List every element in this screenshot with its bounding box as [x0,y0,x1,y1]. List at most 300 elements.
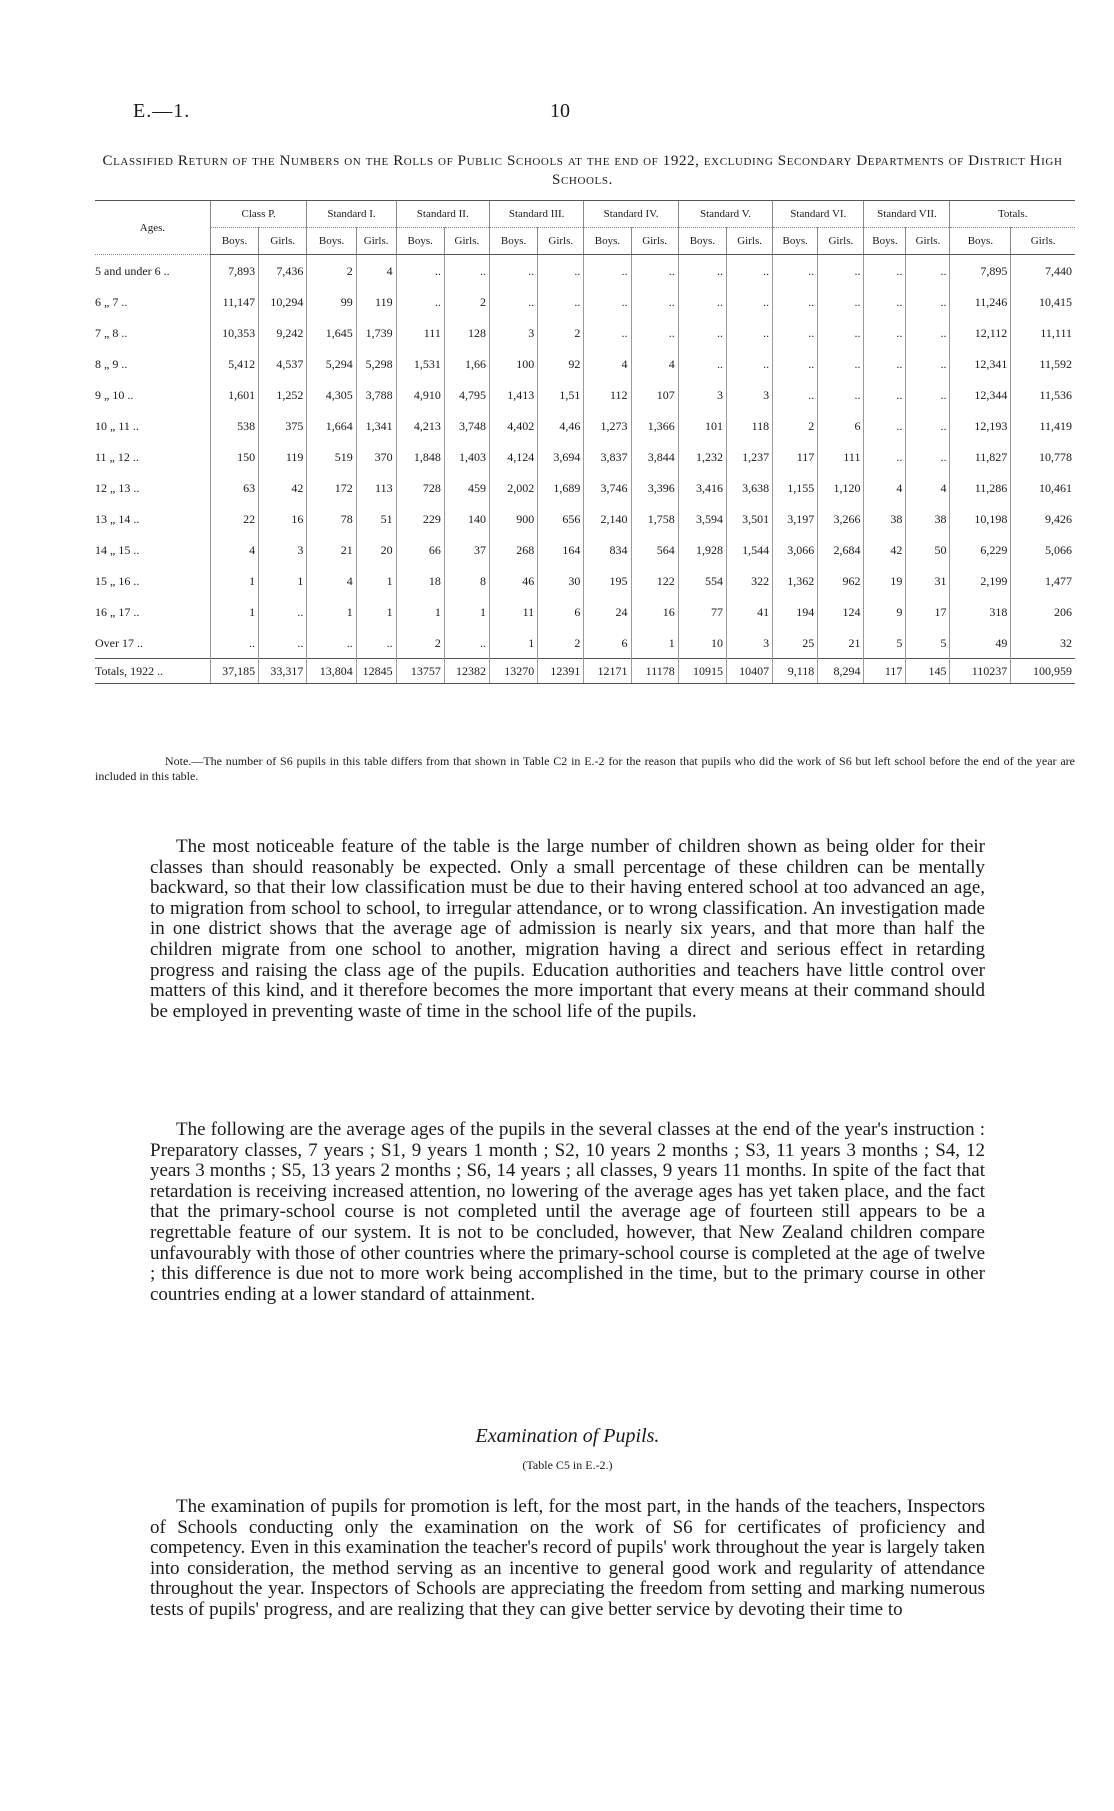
table-cell: 37,185 [210,659,258,684]
table-cell: 11,111 [1011,317,1075,348]
table-cell: .. [678,348,726,379]
table-cell: 110237 [950,659,1011,684]
table-cell: .. [584,255,631,287]
table-cell: .. [906,317,950,348]
table-cell: 728 [396,472,444,503]
table-cell: 111 [818,441,864,472]
table-cell: .. [584,286,631,317]
age-label: Totals, 1922 .. [95,659,210,684]
table-note: Note.—The number of S6 pupils in this table differs from that shown in Table C2 in E.-2 for the reason that pupils who did the work of S6 but left school before the end of the year are included in this table. [95,754,1075,783]
table-cell: 1,232 [678,441,726,472]
boys-header: Boys. [864,228,906,255]
paragraph: The examination of pupils for promotion is left, for the most part, in the hands of the teachers, Inspectors of Schools conducting only the examination on the work of S6 for certificates of proficiency and competency. Even in this examination the teacher's record of pupils' work throughout the year is largely taken into consideration, the method serving as an incentive to general good work and regularity of attendance throughout the year. Inspectors of Schools are appreciating the freedom from setting and marking numerous tests of pupils' progress, and are realizing that they can give better service by devoting their time to [150,1496,985,1620]
table-cell: .. [864,286,906,317]
table-cell: 117 [864,659,906,684]
table-cell: 119 [259,441,307,472]
table-cell: 16 [631,596,678,627]
table-cell: 112 [584,379,631,410]
table-cell: 7,893 [210,255,258,287]
table-cell: 656 [538,503,584,534]
table-cell: 111 [396,317,444,348]
table-cell: 107 [631,379,678,410]
table-cell: .. [631,286,678,317]
table-cell: 41 [727,596,773,627]
table-cell: 2 [444,286,489,317]
table-cell: 12845 [356,659,396,684]
table-cell: 9,118 [773,659,818,684]
table-cell: .. [489,255,537,287]
totals-row [95,659,1075,684]
section-heading: Examination of Pupils. [475,1425,660,1447]
table-cell: 10,461 [1011,472,1075,503]
table-cell: 38 [906,503,950,534]
table-row [95,534,1075,565]
table-cell: 1 [444,596,489,627]
table-cell: .. [818,255,864,287]
table-cell: .. [678,255,726,287]
table-cell: 554 [678,565,726,596]
table-row [95,472,1075,503]
table-cell: 1,51 [538,379,584,410]
table-cell: 3,594 [678,503,726,534]
table-cell: 2 [307,255,356,287]
table-cell: 1 [210,596,258,627]
table-cell: 1 [259,565,307,596]
table-cell: 229 [396,503,444,534]
table-cell: 9 [864,596,906,627]
returns-table-container [95,200,1075,684]
table-cell: 78 [307,503,356,534]
table-cell: 66 [396,534,444,565]
table-cell: 2 [538,627,584,659]
group-header: Standard IV. [584,201,678,228]
table-cell: 5,066 [1011,534,1075,565]
table-cell: 5,298 [356,348,396,379]
group-header: Standard VI. [773,201,864,228]
table-cell: .. [818,317,864,348]
table-cell: 13757 [396,659,444,684]
group-header: Standard V. [678,201,772,228]
table-cell: 101 [678,410,726,441]
table-cell: 3,748 [444,410,489,441]
table-cell: 564 [631,534,678,565]
table-cell: 3,746 [584,472,631,503]
table-cell: .. [818,286,864,317]
table-cell: 8 [444,565,489,596]
table-cell: 38 [864,503,906,534]
table-cell: 1,531 [396,348,444,379]
table-cell: 3,694 [538,441,584,472]
table-cell: 46 [489,565,537,596]
table-row [95,627,1075,659]
table-cell: .. [906,441,950,472]
boys-header: Boys. [307,228,356,255]
table-cell: 21 [307,534,356,565]
table-cell: 2 [538,317,584,348]
table-cell: 1,928 [678,534,726,565]
table-cell: .. [818,379,864,410]
table-cell: 3,197 [773,503,818,534]
table-cell: 164 [538,534,584,565]
table-cell: .. [727,317,773,348]
table-cell: 3,501 [727,503,773,534]
group-header: Class P. [210,201,307,228]
table-cell: 10915 [678,659,726,684]
table-cell: 12382 [444,659,489,684]
table-cell: 33,317 [259,659,307,684]
page-number: 10 [550,100,570,122]
table-cell: 32 [1011,627,1075,659]
table-cell: .. [818,348,864,379]
table-cell: 3 [259,534,307,565]
table-cell: 150 [210,441,258,472]
boys-header: Boys. [950,228,1011,255]
table-cell: .. [678,317,726,348]
table-cell: 37 [444,534,489,565]
table-cell: .. [906,410,950,441]
table-cell: .. [864,348,906,379]
table-cell: 11,827 [950,441,1011,472]
table-cell: 5,412 [210,348,258,379]
table-cell: 834 [584,534,631,565]
table-cell: 10407 [727,659,773,684]
boys-header: Boys. [396,228,444,255]
group-header: Standard II. [396,201,489,228]
table-cell: 30 [538,565,584,596]
paragraph: The most noticeable feature of the table is the large number of children shown as being older for their classes than should reasonably be expected. Only a small percentage of these children can be mentally backward, so that their low classification must be due to their having entered school at too advanced an age, to migration from school to school, to irregular attendance, or to wrong classification. An investigation made in one district shows that the average age of admission is nearly six years, and that more than half the children migrate from one school to another, migration having a direct and serious effect in retarding progress and raising the class age of the pupils. Education authorities and teachers have little control over matters of this kind, and it therefore becomes the more important that every means at their command should be employed in preventing waste of time in the school life of the pupils. [150,836,985,1022]
table-cell: 9,426 [1011,503,1075,534]
table-cell: .. [727,348,773,379]
boys-header: Boys. [584,228,631,255]
ages-header: Ages. [95,201,210,255]
table-cell: 2,199 [950,565,1011,596]
table-cell: 4,305 [307,379,356,410]
boys-header: Boys. [489,228,537,255]
table-cell: 1,403 [444,441,489,472]
table-cell: 9,242 [259,317,307,348]
boys-header: Boys. [210,228,258,255]
age-label: Over 17 .. [95,635,143,650]
table-cell: 1,758 [631,503,678,534]
table-cell: 5 [864,627,906,659]
table-cell: 3,396 [631,472,678,503]
table-cell: 24 [584,596,631,627]
returns-table [95,200,1075,684]
table-cell: 25 [773,627,818,659]
table-cell: .. [259,627,307,659]
table-cell: 1,362 [773,565,818,596]
table-cell: 12,341 [950,348,1011,379]
table-cell: .. [727,255,773,287]
table-cell: 4,402 [489,410,537,441]
page-header [133,100,983,130]
age-label: 5 and under 6 .. [95,263,170,278]
table-cell: 140 [444,503,489,534]
table-cell: 18 [396,565,444,596]
table-cell: 10 [678,627,726,659]
table-cell: .. [773,255,818,287]
table-cell: 4 [356,255,396,287]
table-cell: .. [356,627,396,659]
table-cell: 118 [727,410,773,441]
table-cell: 3,638 [727,472,773,503]
table-cell: 63 [210,472,258,503]
table-cell: 268 [489,534,537,565]
table-cell: 3,837 [584,441,631,472]
table-row [95,410,1075,441]
table-cell: 42 [259,472,307,503]
table-cell: 6 [584,627,631,659]
table-row [95,503,1075,534]
table-row [95,379,1075,410]
table-header [95,201,1075,255]
table-cell: 1 [356,596,396,627]
table-cell: 13,804 [307,659,356,684]
age-label: 15 „ 16 .. [95,573,140,588]
table-cell: 12171 [584,659,631,684]
table-cell: 195 [584,565,631,596]
table-cell: 4 [631,348,678,379]
table-cell: 117 [773,441,818,472]
table-cell: 4 [210,534,258,565]
girls-header: Girls. [1011,228,1075,255]
girls-header: Girls. [906,228,950,255]
table-cell: 4 [584,348,631,379]
girls-header: Girls. [727,228,773,255]
table-cell: 4,124 [489,441,537,472]
table-cell: 6 [538,596,584,627]
girls-header: Girls. [444,228,489,255]
table-cell: 375 [259,410,307,441]
table-cell: 6,229 [950,534,1011,565]
table-cell: 3,416 [678,472,726,503]
table-cell: 3,788 [356,379,396,410]
age-label: 9 „ 10 .. [95,387,134,402]
table-cell: 77 [678,596,726,627]
table-cell: .. [307,627,356,659]
table-cell: 10,415 [1011,286,1075,317]
table-cell: .. [906,255,950,287]
table-cell: 370 [356,441,396,472]
table-cell: 7,436 [259,255,307,287]
table-cell: 12,344 [950,379,1011,410]
table-cell: 1 [356,565,396,596]
table-cell: 322 [727,565,773,596]
table-cell: 3,066 [773,534,818,565]
table-cell: 962 [818,565,864,596]
table-cell: 11,246 [950,286,1011,317]
table-cell: 2,684 [818,534,864,565]
table-row [95,286,1075,317]
table-row [95,596,1075,627]
girls-header: Girls. [538,228,584,255]
table-cell: 1,252 [259,379,307,410]
table-cell: 122 [631,565,678,596]
table-cell: 4 [864,472,906,503]
age-label: 12 „ 13 .. [95,480,140,495]
age-label: 6 „ 7 .. [95,294,128,309]
table-cell: 11 [489,596,537,627]
table-cell: 31 [906,565,950,596]
paragraph: The following are the average ages of the pupils in the several classes at the end of the year's instruction : Preparatory classes, 7 years ; S1, 9 years 1 month ; S2, 10 years 2 months ; S3, 11 years 3 months ; S4, 12 years 3 months ; S5, 13 years 2 months ; S6, 14 years ; all classes, 9 years 11 months. In spite of the fact that retardation is receiving increased attention, no lowering of the average ages has yet taken place, and the fact that the primary-school course is not completed until the average age of fourteen still appears to be a regrettable feature of our system. It is not to be concluded, however, that New Zealand children compare unfavourably with those of other countries where the primary-school course is completed at the age of twelve ; this difference is due not to more work being accomplished in the time, but to the primary course in other countries ending at a lower standard of attainment. [150,1119,985,1305]
table-cell: 11,286 [950,472,1011,503]
table-cell: 10,198 [950,503,1011,534]
table-cell: .. [396,255,444,287]
girls-header: Girls. [631,228,678,255]
table-cell: 5,294 [307,348,356,379]
table-cell: .. [538,286,584,317]
table-cell: 459 [444,472,489,503]
group-header: Standard III. [489,201,583,228]
table-cell: .. [444,255,489,287]
table-cell: .. [584,317,631,348]
table-cell: 1 [489,627,537,659]
group-header: Totals. [950,201,1075,228]
table-cell: 13270 [489,659,537,684]
table-cell: 2,140 [584,503,631,534]
table-cell: 19 [864,565,906,596]
age-label: 16 „ 17 .. [95,604,140,619]
table-cell: .. [727,286,773,317]
table-cell: 1,366 [631,410,678,441]
table-cell: 3,266 [818,503,864,534]
table-cell: 538 [210,410,258,441]
girls-header: Girls. [818,228,864,255]
boys-header: Boys. [678,228,726,255]
table-cell: 1,413 [489,379,537,410]
table-cell: .. [864,255,906,287]
table-cell: 519 [307,441,356,472]
table-cell: 1,739 [356,317,396,348]
table-cell: 20 [356,534,396,565]
table-cell: .. [773,348,818,379]
table-cell: 172 [307,472,356,503]
table-cell: 3 [489,317,537,348]
table-cell: 92 [538,348,584,379]
table-cell: 145 [906,659,950,684]
table-cell: 1 [210,565,258,596]
table-cell: 42 [864,534,906,565]
table-row [95,317,1075,348]
section-reference: (Table C5 in E.-2.) [522,1458,613,1472]
table-cell: .. [444,627,489,659]
table-cell: 1,544 [727,534,773,565]
age-label: 13 „ 14 .. [95,511,140,526]
table-body [95,255,1075,684]
table-cell: 21 [818,627,864,659]
table-cell: 113 [356,472,396,503]
table-row [95,441,1075,472]
table-cell: .. [210,627,258,659]
table-cell: 100 [489,348,537,379]
age-label: 10 „ 11 .. [95,418,139,433]
table-cell: 1,273 [584,410,631,441]
table-cell: .. [864,317,906,348]
group-header: Standard I. [307,201,396,228]
table-cell: .. [396,286,444,317]
table-row [95,565,1075,596]
table-cell: 6 [818,410,864,441]
table-title: Classified Return of the Numbers on the Rolls of Public Schools at the end of 1922, excluding Secondary Departments of District High Schools. [102,153,1063,188]
table-cell: 1,689 [538,472,584,503]
table-cell: 12,112 [950,317,1011,348]
table-cell: 318 [950,596,1011,627]
table-cell: .. [773,286,818,317]
table-cell: 4,795 [444,379,489,410]
table-cell: 5 [906,627,950,659]
table-cell: 2,002 [489,472,537,503]
table-cell: 4 [307,565,356,596]
table-cell: 50 [906,534,950,565]
table-cell: 1 [307,596,356,627]
girls-header: Girls. [259,228,307,255]
table-cell: 11178 [631,659,678,684]
table-cell: 900 [489,503,537,534]
table-cell: 49 [950,627,1011,659]
table-cell: 2 [773,410,818,441]
age-label: 7 „ 8 .. [95,325,128,340]
table-cell: 8,294 [818,659,864,684]
table-cell: 16 [259,503,307,534]
table-cell: 2 [396,627,444,659]
table-cell: 1,601 [210,379,258,410]
table-cell: 4,213 [396,410,444,441]
table-cell: 22 [210,503,258,534]
table-cell: 4 [906,472,950,503]
table-cell: 4,537 [259,348,307,379]
table-cell: .. [631,255,678,287]
table-cell: 11,419 [1011,410,1075,441]
table-cell: 10,294 [259,286,307,317]
age-label: 11 „ 12 .. [95,449,139,464]
table-cell: 1,341 [356,410,396,441]
table-cell: 1,477 [1011,565,1075,596]
table-cell: 10,778 [1011,441,1075,472]
table-cell: 1,237 [727,441,773,472]
table-cell: 3 [678,379,726,410]
table-cell: 12391 [538,659,584,684]
document-reference: E.—1. [133,100,191,122]
table-cell: 1,645 [307,317,356,348]
table-cell: .. [489,286,537,317]
table-cell: 1,66 [444,348,489,379]
age-label: 14 „ 15 .. [95,542,140,557]
table-row [95,348,1075,379]
group-header: Standard VII. [864,201,950,228]
table-cell: 1,848 [396,441,444,472]
table-cell: 1 [396,596,444,627]
table-row [95,255,1075,287]
table-cell: 12,193 [950,410,1011,441]
table-cell: 4,910 [396,379,444,410]
girls-header: Girls. [356,228,396,255]
table-cell: 7,895 [950,255,1011,287]
table-cell: 17 [906,596,950,627]
table-cell: 99 [307,286,356,317]
table-cell: 51 [356,503,396,534]
table-cell: .. [906,348,950,379]
table-cell: .. [864,441,906,472]
boys-header: Boys. [773,228,818,255]
table-cell: 7,440 [1011,255,1075,287]
table-cell: 3 [727,379,773,410]
table-cell: 1,664 [307,410,356,441]
table-cell: 206 [1011,596,1075,627]
table-cell: 1 [631,627,678,659]
table-cell: 1,120 [818,472,864,503]
table-cell: .. [906,286,950,317]
table-cell: 11,536 [1011,379,1075,410]
